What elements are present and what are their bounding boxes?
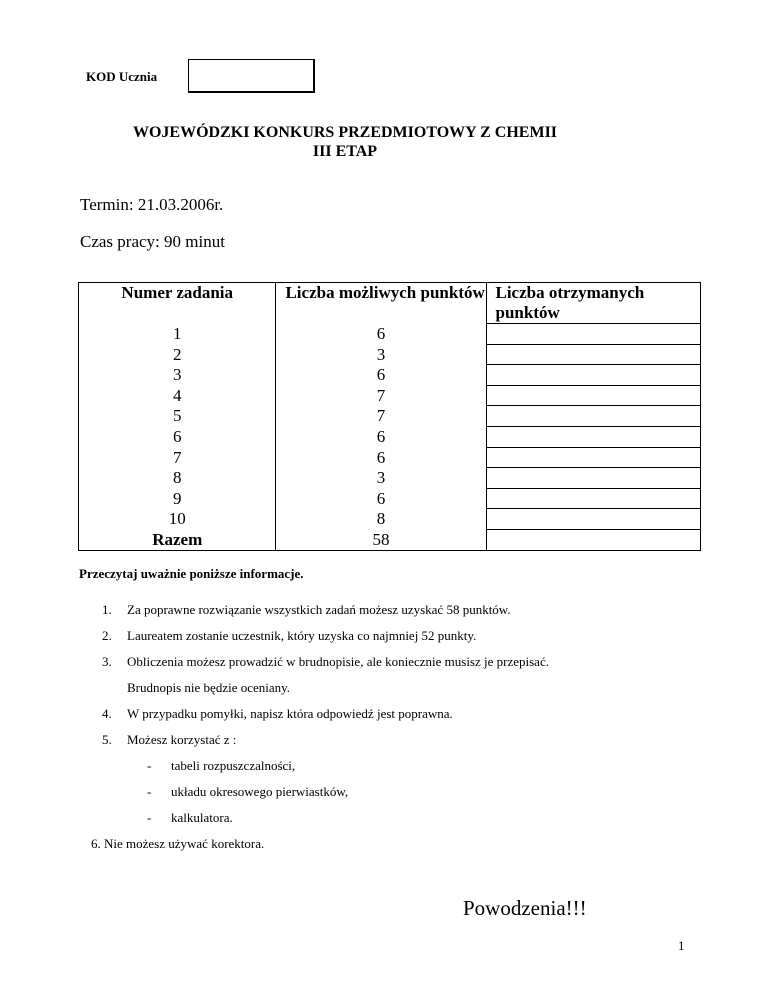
header-received-points: Liczba otrzymanych punktów (486, 283, 701, 324)
sub-item-text: tabeli rozpuszczalności, (171, 758, 296, 773)
total-label: Razem (79, 529, 276, 550)
max-points: 6 (276, 324, 486, 345)
max-points: 7 (276, 385, 486, 406)
contest-stage: III ETAP (312, 143, 378, 160)
instruction-number: 5. (102, 732, 112, 747)
table-total-row (79, 529, 701, 550)
exam-date: Termin: 21.03.2006r. (80, 195, 224, 214)
instruction-text: W przypadku pomyłki, napisz która odpowiedź jest poprawna. (127, 706, 453, 721)
kod-ucznia-label: KOD Ucznia (86, 69, 158, 84)
task-number: 5 (79, 406, 276, 427)
max-points: 8 (276, 509, 486, 530)
max-points: 7 (276, 406, 486, 427)
task-number: 10 (79, 509, 276, 530)
sub-item-text: kalkulatora. (171, 810, 233, 825)
instruction-number: 3. (102, 654, 112, 669)
instruction-number: 4. (102, 706, 112, 721)
max-points: 6 (276, 447, 486, 468)
instruction-text: Obliczenia możesz prowadzić w brudnopisie, ale koniecznie musisz je przepisać. (127, 654, 549, 669)
total-received-cell[interactable] (486, 529, 701, 550)
received-points-cell[interactable] (486, 385, 701, 406)
task-number: 1 (79, 324, 276, 345)
table-row (79, 406, 701, 427)
received-points-cell[interactable] (486, 406, 701, 427)
received-points-cell[interactable] (486, 365, 701, 386)
dash-bullet: - (147, 810, 152, 825)
dash-bullet: - (147, 758, 152, 773)
contest-title: WOJEWÓDZKI KONKURS PRZEDMIOTOWY Z CHEMII (132, 124, 558, 141)
instruction-text: Możesz korzystać z : (127, 732, 237, 747)
max-points: 6 (276, 488, 486, 509)
max-points: 6 (276, 426, 486, 447)
instruction-number: 2. (102, 628, 112, 643)
header-max-points: Liczba możliwych punktów (276, 283, 486, 324)
received-points-cell[interactable] (486, 426, 701, 447)
table-row (79, 344, 701, 365)
table-row (79, 468, 701, 489)
table-row (79, 509, 701, 530)
task-number: 7 (79, 447, 276, 468)
table-row (79, 488, 701, 509)
table-row (79, 324, 701, 345)
score-table (78, 282, 701, 551)
received-points-cell[interactable] (486, 488, 701, 509)
kod-ucznia-field[interactable] (188, 59, 315, 93)
max-points: 6 (276, 365, 486, 386)
page-number: 1 (678, 938, 685, 953)
task-number: 9 (79, 488, 276, 509)
table-row (79, 365, 701, 386)
received-points-cell[interactable] (486, 447, 701, 468)
max-points: 3 (276, 344, 486, 365)
max-points: 3 (276, 468, 486, 489)
task-number: 8 (79, 468, 276, 489)
header-task-number: Numer zadania (79, 283, 276, 324)
instruction-text: Za poprawne rozwiązanie wszystkich zadań możesz uzyskać 58 punktów. (127, 602, 511, 617)
table-row (79, 426, 701, 447)
instruction-item-6: 6. Nie możesz używać korektora. (91, 836, 265, 851)
received-points-cell[interactable] (486, 509, 701, 530)
dash-bullet: - (147, 784, 152, 799)
sub-item-text: układu okresowego pierwiastków, (171, 784, 349, 799)
instruction-number: 1. (102, 602, 112, 617)
table-row (79, 447, 701, 468)
task-number: 6 (79, 426, 276, 447)
table-row (79, 385, 701, 406)
total-max-points: 58 (276, 529, 486, 550)
received-points-cell[interactable] (486, 344, 701, 365)
instruction-text: Brudnopis nie będzie oceniany. (127, 680, 291, 695)
closing-message: Powodzenia!!! (463, 896, 587, 920)
table-header-row (79, 283, 701, 324)
instruction-text: Laureatem zostanie uczestnik, który uzyska co najmniej 52 punkty. (127, 628, 477, 643)
received-points-cell[interactable] (486, 468, 701, 489)
exam-duration: Czas pracy: 90 minut (80, 232, 225, 251)
info-heading: Przeczytaj uważnie poniższe informacje. (79, 566, 304, 581)
task-number: 3 (79, 365, 276, 386)
task-number: 4 (79, 385, 276, 406)
task-number: 2 (79, 344, 276, 365)
received-points-cell[interactable] (486, 324, 701, 345)
